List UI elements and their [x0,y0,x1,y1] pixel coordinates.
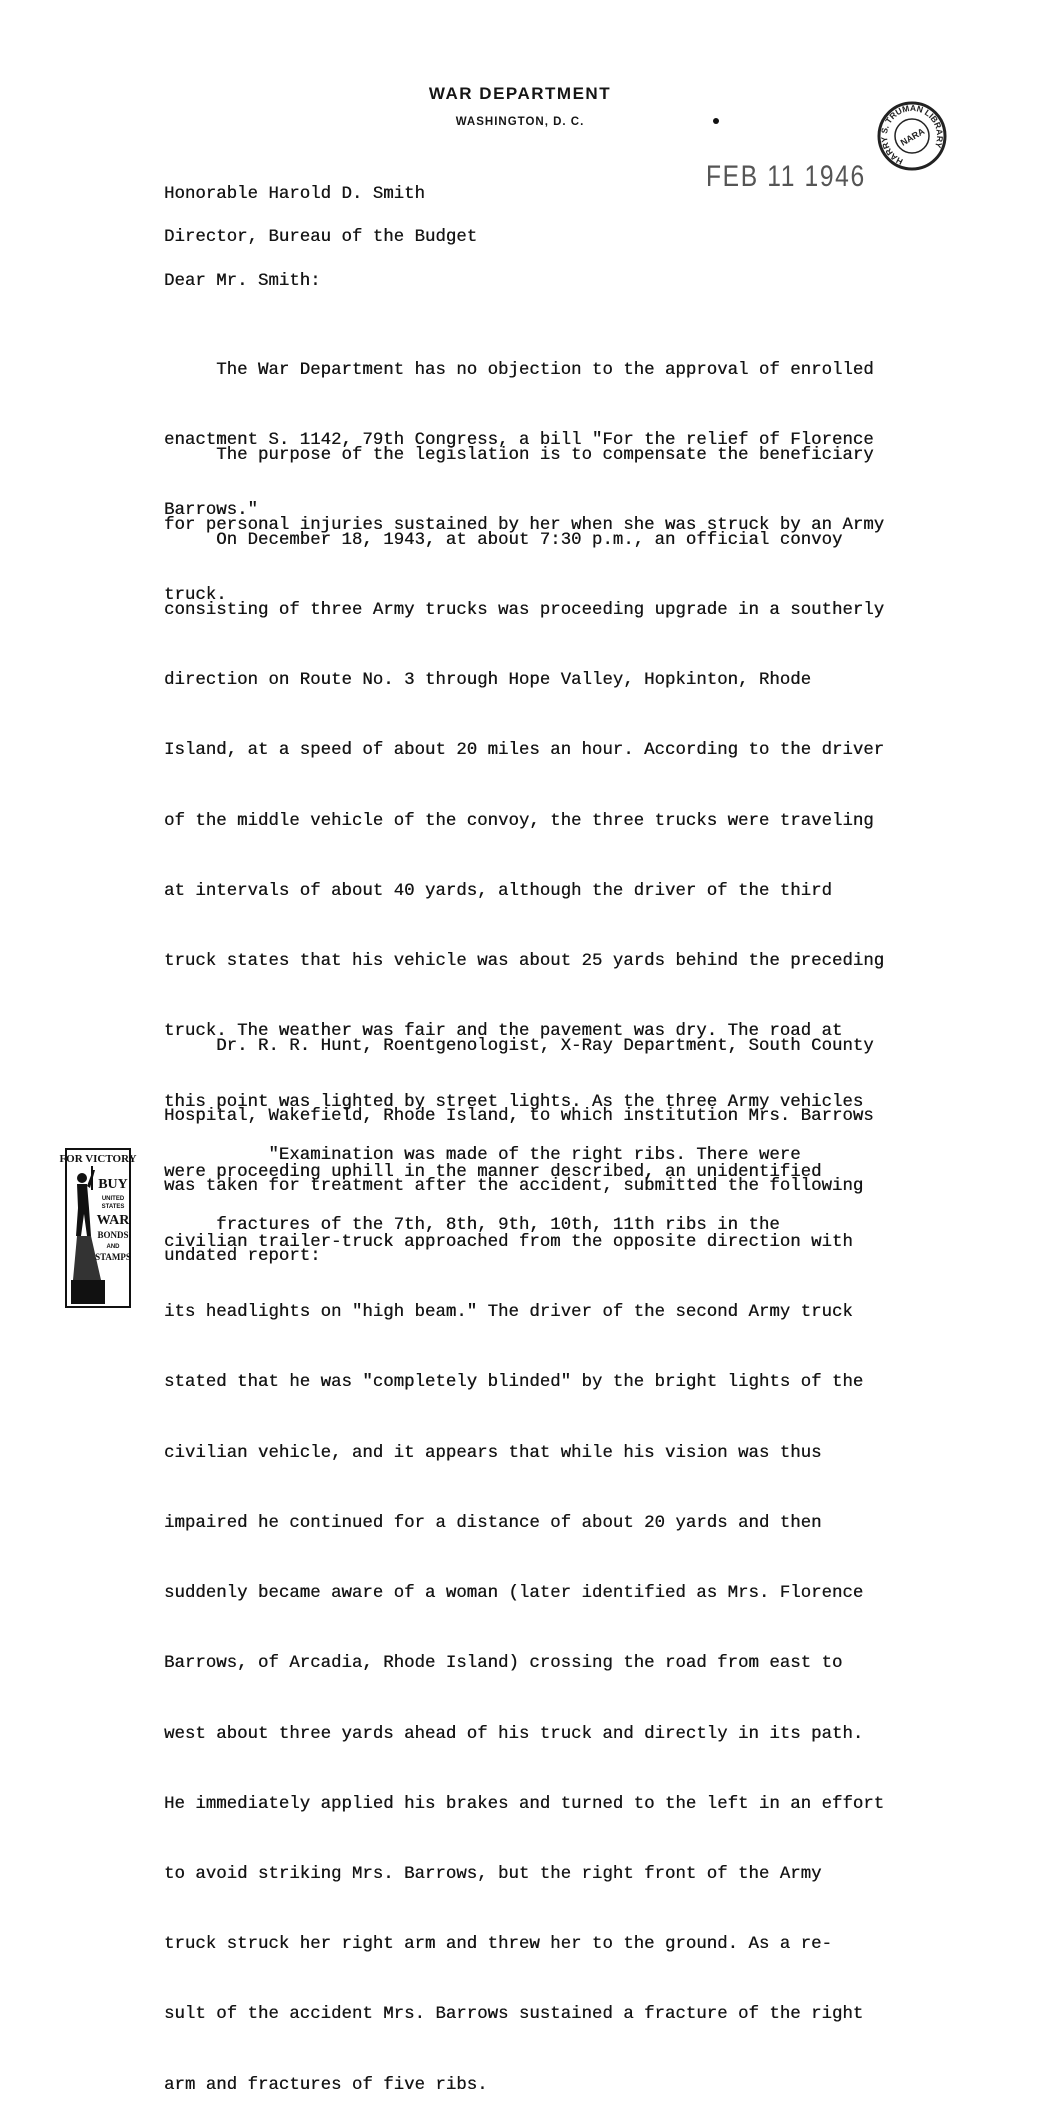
text-line: impaired he continued for a distance of about 20 yards and then [164,1513,822,1533]
text-line: direction on Route No. 3 through Hope Valley, Hopkinton, Rhode [164,671,812,691]
text-line: undated report: [164,1247,321,1267]
poster-states-text: STATES [101,1204,125,1210]
poster-buy-text: BUY [98,1177,128,1192]
text-line: arm and fractures of five ribs. [164,2075,488,2095]
text-line: civilian trailer-truck approached from the opposite direction with [164,1233,853,1252]
seal-ring-text: HARRY S. TRUMAN LIBRARY [878,102,946,167]
recipient-name: Honorable Harold D. Smith [164,185,425,204]
text-line: The War Department has no objection to the approval of enrolled [164,360,874,380]
poster-for-victory-text: FOR VICTORY [59,1153,137,1165]
text-line: truck. [164,586,227,606]
text-line: fractures of the 7th, 8th, 9th, 10th, 11th ribs in the [164,1216,780,1236]
text-line: this point was lighted by street lights. As the three Army vehicles [164,1092,864,1112]
text-line: stated that he was "completely blinded" by the bright lights of the [164,1373,864,1393]
recipient-title: Director, Bureau of the Budget [164,228,478,247]
poster-united-text: UNITED [101,1196,125,1202]
text-line: He immediately applied his brakes and turned to the left in an effort [164,1794,885,1814]
text-line: The purpose of the legislation is to compensate the beneficiary [164,445,874,465]
text-line: was taken for treatment after the accident, submitted the following [164,1177,864,1197]
poster-war-text: WAR [96,1213,130,1228]
text-line: west about three yards ahead of his truck and directly in its path. [164,1724,864,1744]
letterhead-location: WASHINGTON, D. C. [455,116,585,128]
paragraph-5-quote [164,1097,924,1261]
text-line: its headlights on "high beam." The driver of the second Army truck [164,1303,853,1323]
poster-bonds-text: BONDS [97,1230,129,1240]
text-line: consisting of three Army trucks was proceeding upgrade in a southerly [164,601,885,621]
text-line: Dr. R. R. Hunt, Roentgenologist, X-Ray Department, South County [164,1036,874,1056]
date-stamp: FEB 11 1946 [706,160,866,193]
text-line: were proceeding uphill in the manner described, an unidentified [164,1162,822,1182]
text-line: to avoid striking Mrs. Barrows, but the right front of the Army [164,1864,822,1884]
text-line: truck struck her right arm and threw her to the ground. As a re- [164,1935,832,1955]
text-line: of the middle vehicle of the convoy, the three trucks were traveling [164,811,874,831]
salutation: Dear Mr. Smith: [164,272,321,291]
text-line: Hospital, Wakefield, Rhode Island, to which institution Mrs. Barrows [164,1107,874,1127]
text-line: Barrows, of Arcadia, Rhode Island) crossing the road from east to [164,1654,843,1674]
text-line: civilian vehicle, and it appears that while his vision was thus [164,1443,822,1463]
text-line: Barrows." [164,501,258,521]
war-bonds-poster [59,1148,137,1308]
text-line: On December 18, 1943, at about 7:30 p.m., an official convoy [164,530,843,550]
text-line: truck states that his vehicle was about 25 yards behind the preceding [164,952,885,972]
text-line: for personal injuries sustained by her when she was struck by an Army [164,516,885,536]
text-line: at intervals of about 40 yards, although the driver of the third [164,881,832,901]
seal-center-text: NARA [898,126,927,148]
text-line: truck. The weather was fair and the pavement was dry. The road at [164,1022,843,1042]
paragraph-3 [164,482,924,2120]
dot-mark [713,118,719,124]
letterhead-title: WAR DEPARTMENT [428,84,612,103]
truman-library-seal-icon [876,100,948,172]
poster-stamps-text: STAMPS [95,1252,131,1262]
text-line: enactment S. 1142, 79th Congress, a bill "For the relief of Florence [164,431,874,451]
text-line: suddenly became aware of a woman (later identified as Mrs. Florence [164,1584,864,1604]
text-line: sult of the accident Mrs. Barrows sustained a fracture of the right [164,2005,864,2025]
text-line: "Examination was made of the right ribs. There were [164,1145,801,1165]
poster-and-text: AND [106,1244,120,1250]
text-line: Island, at a speed of about 20 miles an hour. According to the driver [164,741,885,761]
